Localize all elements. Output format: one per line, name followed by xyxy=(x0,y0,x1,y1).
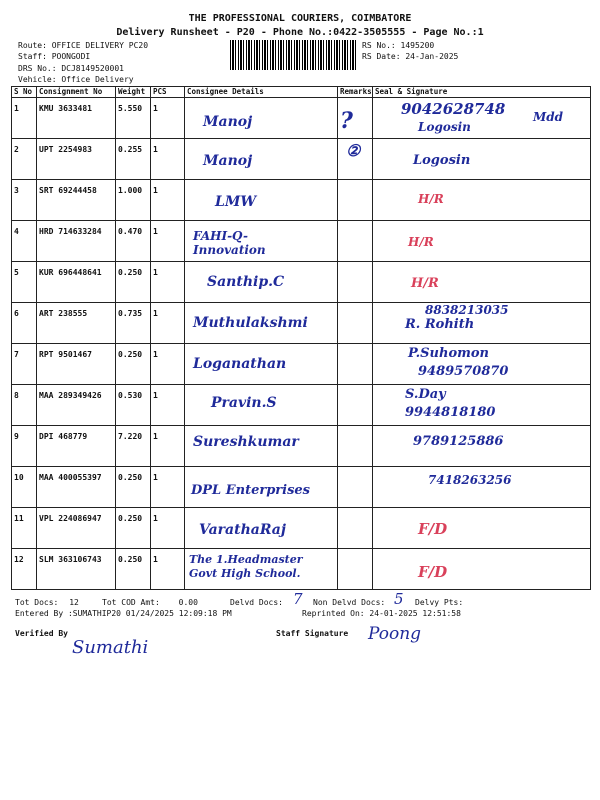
cell-sno: 5 xyxy=(14,268,19,277)
cell-weight: 0.250 xyxy=(118,350,143,359)
signature-mark: Mdd xyxy=(533,110,564,124)
tot-docs-value: 12 xyxy=(69,598,79,607)
cell-sno: 8 xyxy=(14,391,19,400)
entered-by: Entered By :SUMATHIP20 01/24/2025 12:09:18 PM xyxy=(15,609,232,618)
cell-sno: 6 xyxy=(14,309,19,318)
cell-pcs: 1 xyxy=(153,514,158,523)
signature-name: P.Suhomon xyxy=(408,346,489,361)
cell-consignee: Sureshkumar xyxy=(193,434,299,450)
cell-consignment: UPT 2254983 xyxy=(39,145,92,154)
cell-weight: 7.220 xyxy=(118,432,143,441)
cell-consignee: VarathaRaj xyxy=(199,522,286,538)
cell-weight: 0.250 xyxy=(118,473,143,482)
cell-consignee: The 1.Headmaster Govt High School. xyxy=(189,553,303,580)
table-row xyxy=(12,180,591,221)
staff-signature: Poong xyxy=(368,624,422,644)
signature-phone: 9042628748 xyxy=(401,100,506,118)
cell-consignment: MAA 289349426 xyxy=(39,391,102,400)
cell-pcs: 1 xyxy=(153,555,158,564)
signature-phone: 7418263256 xyxy=(428,473,512,487)
cell-consignee: FAHI-Q-Innovation xyxy=(193,229,266,257)
cell-sno: 11 xyxy=(14,514,24,523)
col-header-weight: Weight xyxy=(116,87,151,98)
table-row xyxy=(12,549,591,590)
cell-pcs: 1 xyxy=(153,104,158,113)
table-header-row xyxy=(12,87,591,98)
cell-sno: 12 xyxy=(14,555,24,564)
cell-consignment: KMU 3633481 xyxy=(39,104,92,113)
cell-sno: 9 xyxy=(14,432,19,441)
cell-consignment: VPL 224086947 xyxy=(39,514,102,523)
col-header-remarks: Remarks xyxy=(338,87,373,98)
runsheet-subtitle: Delivery Runsheet - P20 - Phone No.:0422-3505555 - Page No.:1 xyxy=(116,27,484,38)
cell-consignment: SLM 363106743 xyxy=(39,555,102,564)
table-row xyxy=(12,385,591,426)
table-row xyxy=(12,98,591,139)
table-row xyxy=(12,344,591,385)
cell-pcs: 1 xyxy=(153,473,158,482)
table-row xyxy=(12,426,591,467)
cell-consignment: MAA 400055397 xyxy=(39,473,102,482)
runsheet-table xyxy=(11,86,591,590)
cell-consignee: Manoj xyxy=(203,153,253,169)
cell-weight: 0.250 xyxy=(118,555,143,564)
delvd-label: Delvd Docs: xyxy=(230,598,283,607)
cell-consignee: DPL Enterprises xyxy=(191,483,310,498)
col-header-consignment: Consignment No xyxy=(37,87,116,98)
signature-phone: 9789125886 xyxy=(413,434,504,449)
staff-label: Staff: POONGODI xyxy=(18,52,91,61)
route-label: Route: OFFICE DELIVERY PC20 xyxy=(18,41,149,50)
cell-pcs: 1 xyxy=(153,432,158,441)
table-row xyxy=(12,139,591,180)
footer-totals xyxy=(15,598,79,607)
signature-name: Logosin xyxy=(418,120,471,134)
table-row xyxy=(12,467,591,508)
tot-cod xyxy=(102,598,198,607)
cell-pcs: 1 xyxy=(153,391,158,400)
barcode xyxy=(230,40,358,70)
table-row xyxy=(12,303,591,344)
cell-weight: 0.530 xyxy=(118,391,143,400)
signature-remark: F/D xyxy=(418,563,448,581)
delvd-value: 7 xyxy=(293,590,303,608)
rs-number: RS No.: 1495200 xyxy=(362,41,435,50)
cell-weight: 0.250 xyxy=(118,268,143,277)
signature-remark: H/R xyxy=(418,192,444,206)
cell-weight: 0.470 xyxy=(118,227,143,236)
vehicle-label: Vehicle: Office Delivery xyxy=(18,75,134,84)
verified-by-label: Verified By xyxy=(15,629,68,638)
cell-sno: 1 xyxy=(14,104,19,113)
cell-consignment: RPT 9501467 xyxy=(39,350,92,359)
cell-weight: 0.255 xyxy=(118,145,143,154)
cell-sno: 10 xyxy=(14,473,24,482)
signature-phone: 9489570870 xyxy=(418,364,509,379)
cell-pcs: 1 xyxy=(153,350,158,359)
signature-remark: H/R xyxy=(408,235,434,249)
tot-docs-label: Tot Docs: xyxy=(15,598,59,607)
cell-pcs: 1 xyxy=(153,145,158,154)
verified-by-signature: Sumathi xyxy=(72,637,149,658)
cell-sno: 2 xyxy=(14,145,19,154)
cell-consignee: Muthulakshmi xyxy=(193,315,308,331)
tot-cod-label: Tot COD Amt: xyxy=(102,598,160,607)
cell-consignee: Manoj xyxy=(203,114,253,130)
tot-cod-value: 0.00 xyxy=(178,598,198,607)
cell-consignee: Santhip.C xyxy=(207,274,285,290)
cell-sno: 3 xyxy=(14,186,19,195)
delvd-docs xyxy=(230,598,283,607)
delvy-pts-label: Delvy Pts: xyxy=(415,598,464,607)
cell-sno: 4 xyxy=(14,227,19,236)
company-title: THE PROFESSIONAL COURIERS, COIMBATORE xyxy=(188,13,412,24)
non-delvd-label: Non Delvd Docs: xyxy=(313,598,386,607)
reprinted-on: Reprinted On: 24-01-2025 12:51:58 xyxy=(302,609,461,618)
cell-consignee: LMW xyxy=(215,194,257,210)
cell-pcs: 1 xyxy=(153,227,158,236)
cell-consignment: DPI 468779 xyxy=(39,432,88,441)
table-row xyxy=(12,221,591,262)
cell-weight: 0.735 xyxy=(118,309,143,318)
rs-date: RS Date: 24-Jan-2025 xyxy=(362,52,459,61)
cell-pcs: 1 xyxy=(153,309,158,318)
table-row xyxy=(12,508,591,549)
signature-name: S.Day xyxy=(405,387,446,402)
col-header-consignee: Consignee Details xyxy=(185,87,338,98)
cell-remarks: ② xyxy=(346,141,361,160)
cell-weight: 5.550 xyxy=(118,104,143,113)
cell-remarks: ? xyxy=(340,108,353,134)
cell-weight: 1.000 xyxy=(118,186,143,195)
staff-signature-label: Staff Signature xyxy=(276,629,349,638)
col-header-pcs: PCS xyxy=(151,87,185,98)
drs-number: DRS No.: DCJ8149520001 xyxy=(18,64,124,73)
cell-consignment: KUR 696448641 xyxy=(39,268,102,277)
cell-consignment: HRD 714633284 xyxy=(39,227,102,236)
non-delvd-value: 5 xyxy=(394,590,404,608)
signature-name: Logosin xyxy=(413,153,471,168)
cell-consignment: SRT 69244458 xyxy=(39,186,97,195)
cell-consignee: Pravin.S xyxy=(211,395,277,411)
cell-pcs: 1 xyxy=(153,186,158,195)
col-header-signature: Seal & Signature xyxy=(373,87,591,98)
signature-name: R. Rohith xyxy=(405,317,475,332)
cell-consignee: Loganathan xyxy=(193,356,287,372)
cell-sno: 7 xyxy=(14,350,19,359)
signature-phone: 8838213035 xyxy=(425,303,509,317)
cell-consignment: ART 238555 xyxy=(39,309,88,318)
signature-phone: 9944818180 xyxy=(405,405,496,420)
signature-remark: H/R xyxy=(411,276,439,291)
signature-remark: F/D xyxy=(418,520,448,538)
table-row xyxy=(12,262,591,303)
cell-pcs: 1 xyxy=(153,268,158,277)
cell-weight: 0.250 xyxy=(118,514,143,523)
col-header-sno: S No xyxy=(12,87,37,98)
